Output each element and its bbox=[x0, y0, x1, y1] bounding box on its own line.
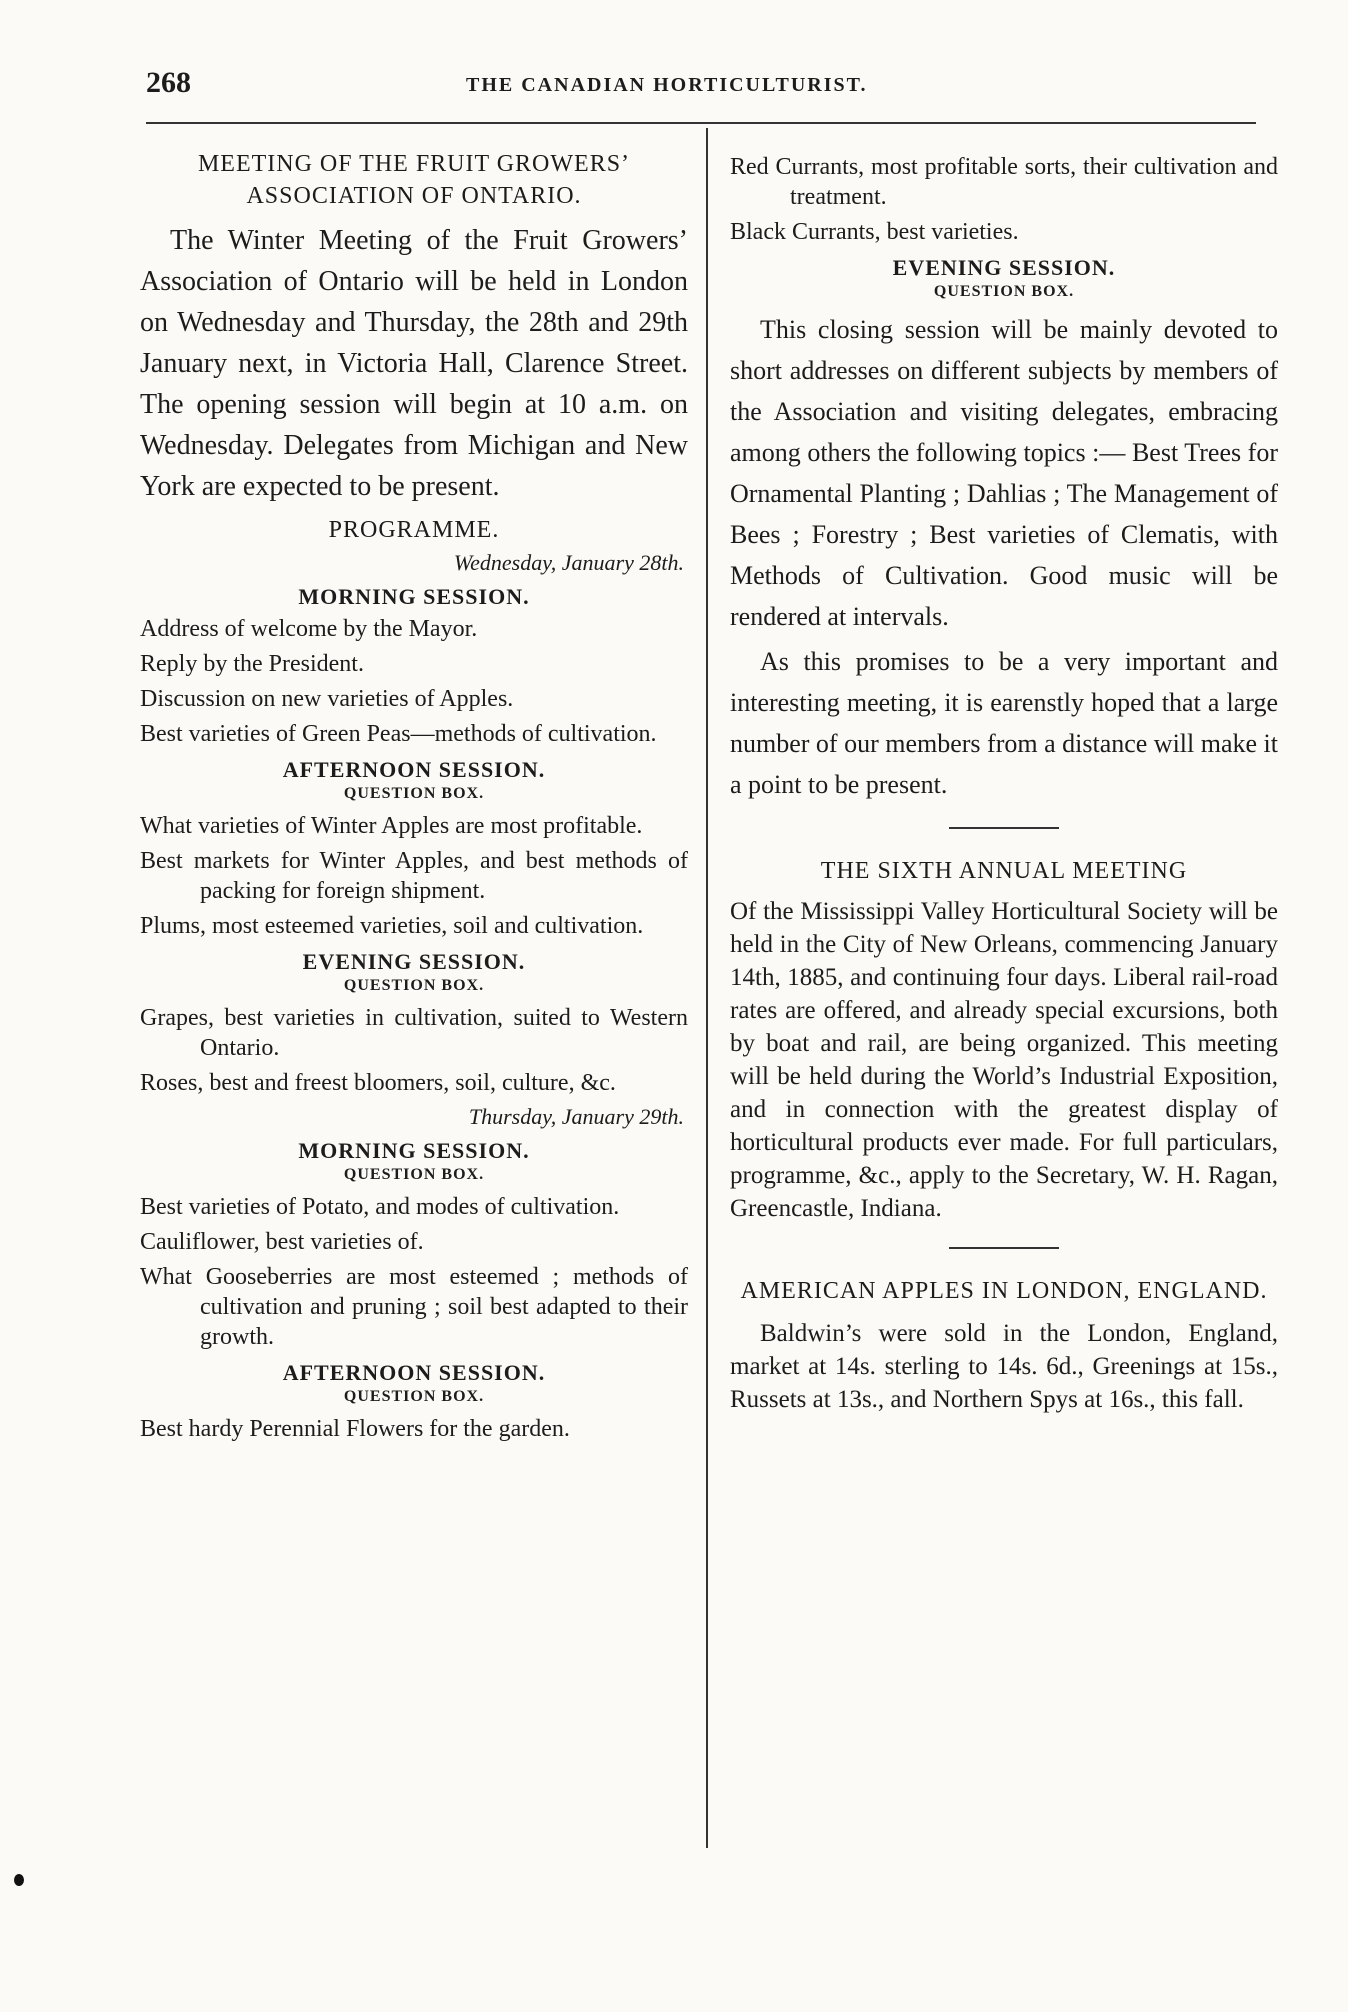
header-rule bbox=[146, 122, 1256, 124]
program-item: What varieties of Winter Apples are most profitable. bbox=[140, 813, 643, 839]
wednesday-date: Wednesday, January 28th. bbox=[453, 550, 684, 575]
program-item: Reply by the President. bbox=[140, 651, 364, 677]
program-item: Best markets for Winter Apples, and best methods of packing for foreign shipment. bbox=[140, 848, 688, 904]
section-rule bbox=[949, 827, 1059, 829]
program-item: Plums, most esteemed varieties, soil and cultivation. bbox=[140, 913, 644, 939]
ink-dot bbox=[14, 1874, 24, 1886]
program-item: What Gooseberries are most esteemed ; methods of cultivation and pruning ; soil best adapted to their growth. bbox=[140, 1264, 688, 1350]
column-divider bbox=[706, 128, 708, 1848]
program-item: Red Currants, most profitable sorts, their cultivation and treatment. bbox=[730, 154, 1278, 210]
section-rule bbox=[949, 1247, 1059, 1249]
thursday-date: Thursday, January 29th. bbox=[468, 1104, 684, 1129]
left-column bbox=[140, 148, 688, 1449]
program-item: Best hardy Perennial Flowers for the garden. bbox=[140, 1416, 570, 1442]
program-item: Roses, best and freest bloomers, soil, culture, &c. bbox=[140, 1070, 616, 1096]
thu-afternoon-heading: AFTERNOON SESSION. bbox=[282, 1360, 546, 1385]
program-item: Best varieties of Green Peas—methods of cultivation. bbox=[140, 721, 657, 747]
programme-heading: PROGRAMME. bbox=[328, 517, 500, 543]
article-title-fga: MEETING OF THE FRUIT GROWERS’ ASSOCIATION OF ONTARIO. bbox=[197, 151, 631, 209]
running-title: THE CANADIAN HORTICULTURIST. bbox=[466, 74, 868, 96]
page-number: 268 bbox=[146, 66, 191, 99]
closing-paragraph: As this promises to be a very important and interesting meeting, it is earenstly hoped that a large number of our members from a distance will make it a point to be present. bbox=[730, 647, 1279, 799]
question-box-label: QUESTION BOX. bbox=[343, 1388, 485, 1405]
question-box-label: QUESTION BOX. bbox=[933, 283, 1075, 300]
page-header bbox=[146, 66, 1256, 110]
program-item: Cauliflower, best varieties of. bbox=[140, 1229, 424, 1255]
evening-heading: EVENING SESSION. bbox=[892, 255, 1116, 280]
question-box-label: QUESTION BOX. bbox=[343, 785, 485, 802]
program-item: Discussion on new varieties of Apples. bbox=[140, 686, 514, 712]
article-title-sixth-meeting: THE SIXTH ANNUAL MEETING bbox=[820, 858, 1188, 884]
wed-afternoon-heading: AFTERNOON SESSION. bbox=[282, 757, 546, 782]
program-item: Address of welcome by the Mayor. bbox=[140, 616, 478, 642]
program-item: Black Currants, best varieties. bbox=[730, 219, 1019, 245]
sixth-meeting-paragraph: Of the Mississippi Valley Horticultural Society will be held in the City of New Orleans, commencing January 14th, 1885, and continuing four days. Liberal rail-road rates are offered, and already special excursions, both by boat and rail, are being organized. This meeting will be held during the World’s Industrial Exposition, and in connection with the greatest display of horticultural products ever made. For full particulars, programme, &c., apply to the Secretary, W. H. Ragan, Greencastle, Indiana. bbox=[730, 898, 1278, 1222]
intro-paragraph: The Winter Meeting of the Fruit Growers’ Association of Ontario will be held in London on Wednesday and Thursday, the 28th and 29th January next, in Victoria Hall, Clarence Street. The opening session will begin at 10 a.m. on Wednesday. Delegates from Michigan and New York are expected to be present. bbox=[140, 225, 688, 502]
thu-morning-heading: MORNING SESSION. bbox=[298, 1138, 530, 1163]
question-box-label: QUESTION BOX. bbox=[343, 977, 485, 994]
wed-morning-heading: MORNING SESSION. bbox=[298, 584, 530, 609]
program-item: Best varieties of Potato, and modes of cultivation. bbox=[140, 1194, 620, 1220]
apples-paragraph: Baldwin’s were sold in the London, England, market at 14s. sterling to 14s. 6d., Greenings at 15s., Russets at 13s., and Northern Spys at 16s., this fall. bbox=[730, 1320, 1278, 1413]
program-item: Grapes, best varieties in cultivation, suited to Western Ontario. bbox=[140, 1005, 688, 1061]
article-title-american-apples: AMERICAN APPLES IN LONDON, ENGLAND. bbox=[740, 1278, 1268, 1304]
wed-evening-heading: EVENING SESSION. bbox=[302, 949, 526, 974]
right-column bbox=[730, 148, 1278, 1416]
question-box-label: QUESTION BOX. bbox=[343, 1166, 485, 1183]
evening-paragraph: This closing session will be mainly devoted to short addresses on different subjects by members of the Association and visiting delegates, embracing among others the following topics :— Best Trees for Ornamental Planting ; Dahlias ; The Management of Bees ; Forestry ; Best varieties of Clematis, with Methods of Cultivation. Good music will be rendered at intervals. bbox=[730, 315, 1278, 631]
